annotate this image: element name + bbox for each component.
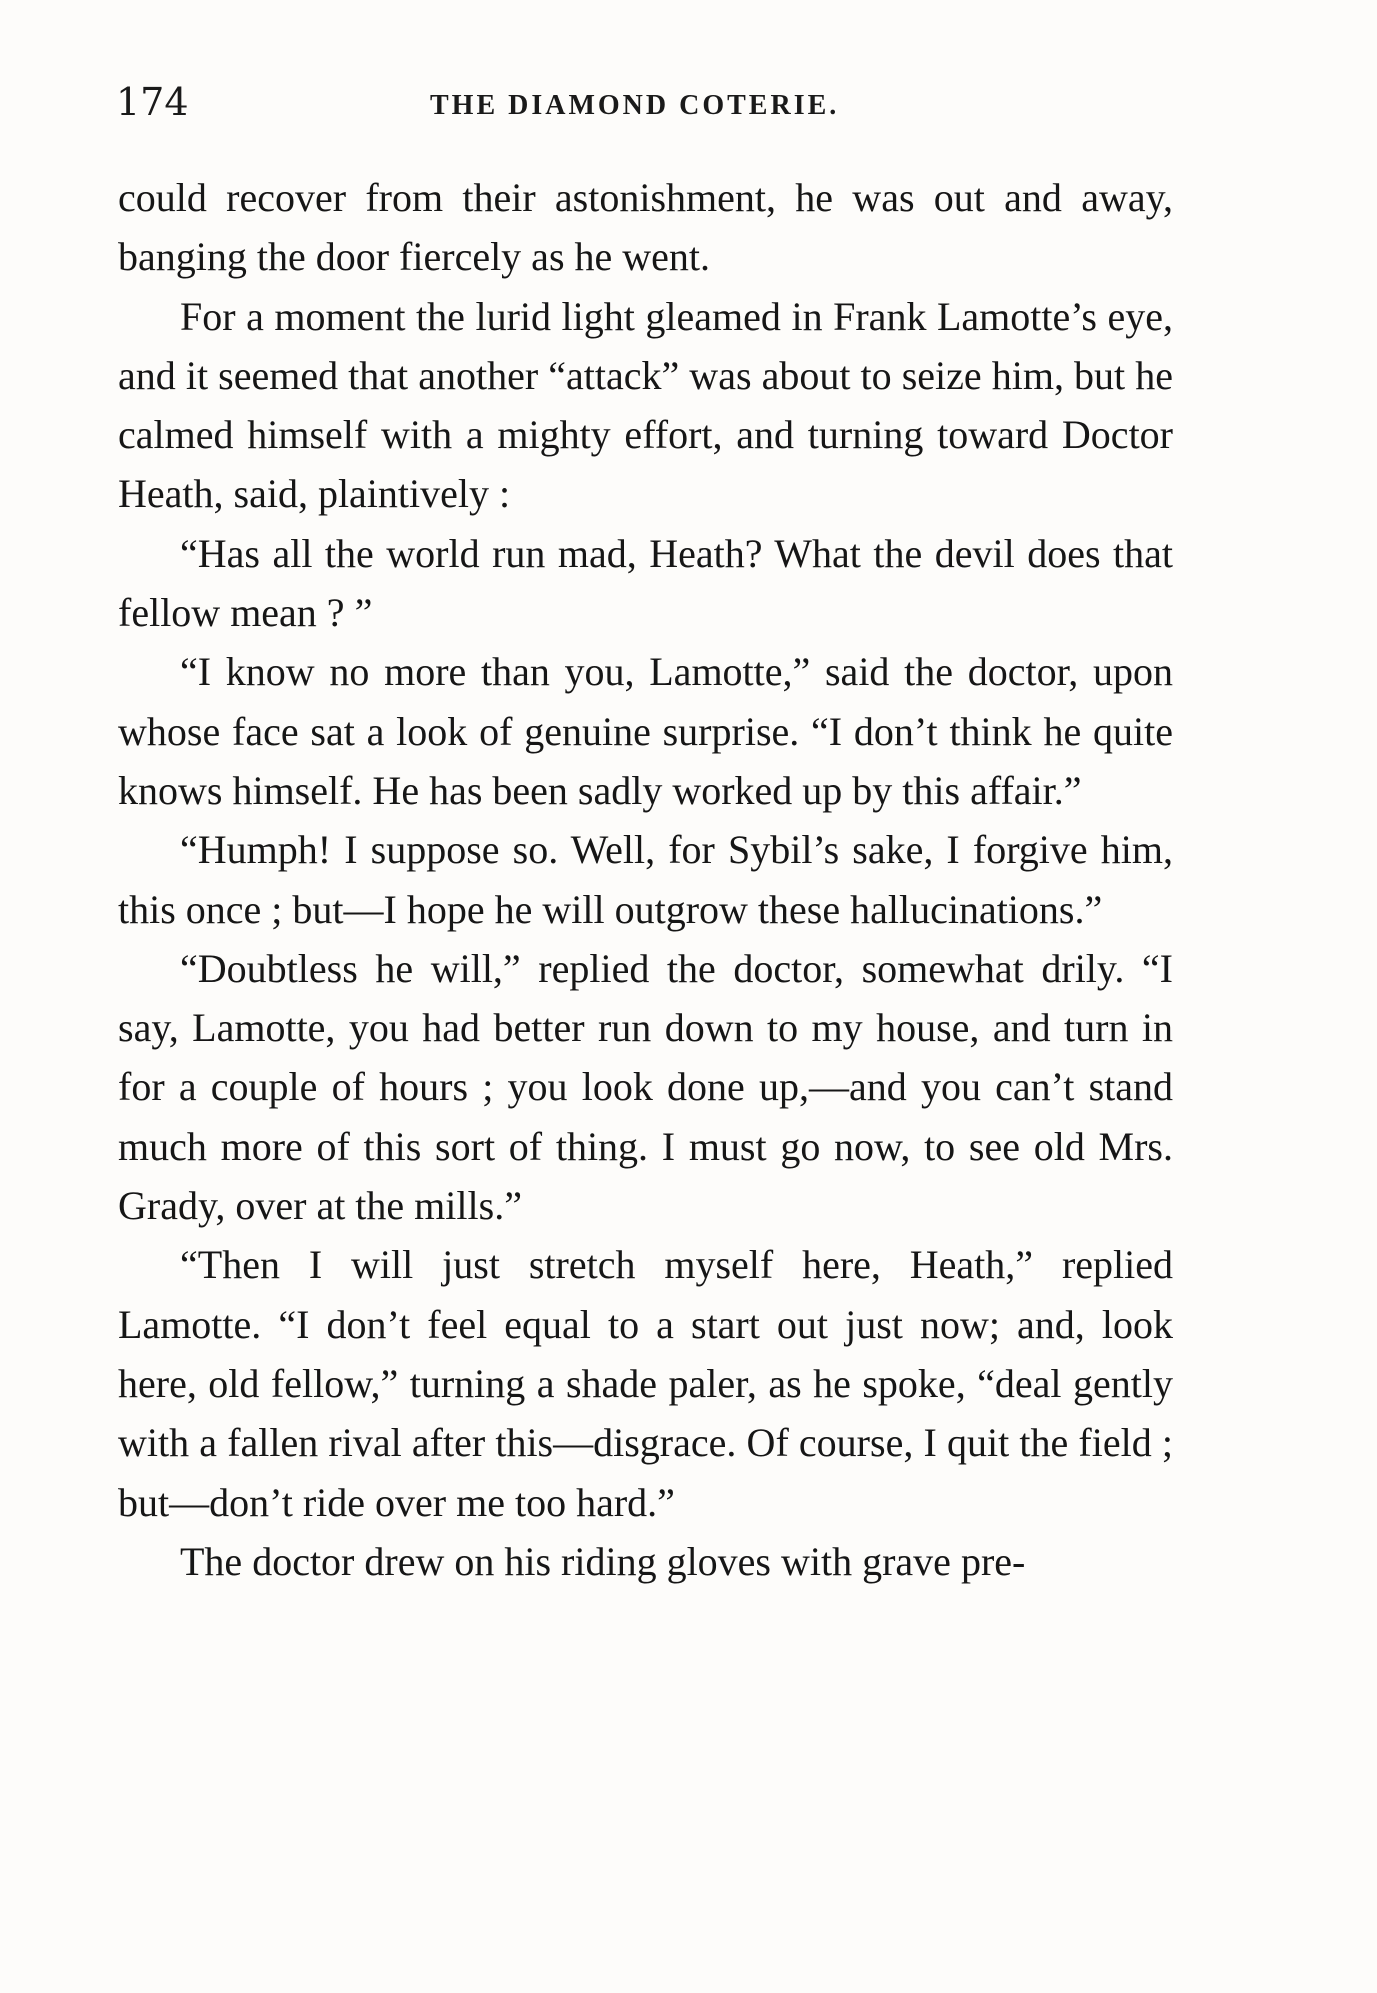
paragraph: could recover from their astonishment, he was out and away, banging the door fiercely as he went. [118,175,1173,280]
paragraph: The doctor drew on his riding gloves with grave pre- [180,1538,1026,1584]
paragraph: “Has all the world run mad, Heath? What the devil does that fellow mean ? ” [118,530,1173,636]
body-text [118,168,1173,1591]
paragraph: “Then I will just stretch myself here, Heath,” replied Lamotte. “I don’t feel equal to a start out just now; and, look here, old fellow,” turning a shade paler, as he spoke, “deal gently with a fallen rival after this—disgrace. Of course, I quit the field ; but—don’t ride over me too hard.” [118,1242,1173,1525]
paragraph: “Doubtless he will,” replied the doctor, somewhat drily. “I say, Lamotte, you had better run down to my house, and turn in for a couple of hours ; you look done up,—and you can’t stand much more of this sort of thing. I must go now, to see old Mrs. Grady, over at the mills.” [118,945,1173,1229]
running-title: THE DIAMOND COTERIE. [430,90,840,121]
paragraph: For a moment the lurid light gleamed in Frank Lamotte’s eye, and it seemed that another “attack” was about to seize him, but he calmed himself with a mighty effort, and turning toward Doctor Heath, said, plaintively : [118,293,1173,517]
paragraph: “Humph! I suppose so. Well, for Sybil’s sake, I forgive him, this once ; but—I hope he will outgrow these hallucinations.” [118,827,1173,932]
page-number: 174 [116,80,189,124]
page-header [110,80,1185,130]
paragraph: “I know no more than you, Lamotte,” said the doctor, upon whose face sat a look of genuine surprise. “I don’t think he quite knows himself. He has been sadly worked up by this affair.” [118,649,1173,813]
